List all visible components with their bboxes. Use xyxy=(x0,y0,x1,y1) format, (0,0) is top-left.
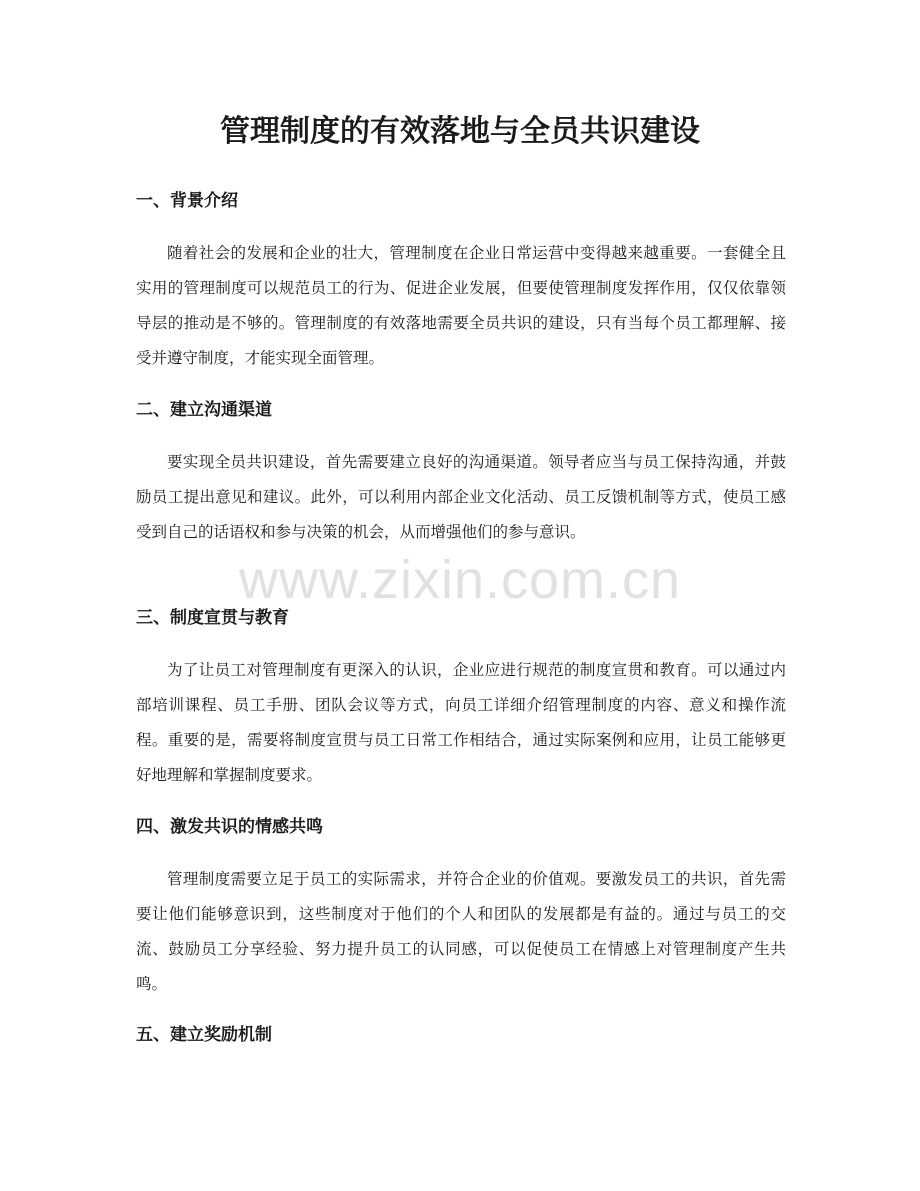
section-heading-education: 三、制度宣贯与教育 xyxy=(136,608,289,628)
section-paragraph-communication: 要实现全员共识建设，首先需要建立良好的沟通渠道。领导者应当与员工保持沟通，并鼓励员工提出意见和建议。此外，可以利用内部企业文化活动、员工反馈机制等方式，使员工感受到自己的话语权和参与决策的机会，从而增强他们的参与意识。 xyxy=(136,453,786,541)
section-paragraph-education: 为了让员工对管理制度有更深入的认识，企业应进行规范的制度宣贯和教育。可以通过内部培训课程、员工手册、团队会议等方式，向员工详细介绍管理制度的内容、意义和操作流程。重要的是，需要将制度宣贯与员工日常工作相结合，通过实际案例和应用，让员工能够更好地理解和掌握制度要求。 xyxy=(136,661,786,784)
section-paragraph-resonance: 管理制度需要立足于员工的实际需求，并符合企业的价值观。要激发员工的共识，首先需要让他们能够意识到，这些制度对于他们的个人和团队的发展都是有益的。通过与员工的交流、鼓励员工分享经验、努力提升员工的认同感，可以促使员工在情感上对管理制度产生共鸣。 xyxy=(136,870,786,993)
document-title: 管理制度的有效落地与全员共识建设 xyxy=(220,114,700,149)
section-heading-background: 一、背景介绍 xyxy=(136,191,238,211)
section-heading-rewards: 五、建立奖励机制 xyxy=(136,1025,272,1045)
section-heading-resonance: 四、激发共识的情感共鸣 xyxy=(136,817,323,837)
section-heading-communication: 二、建立沟通渠道 xyxy=(136,400,272,420)
section-paragraph-background: 随着社会的发展和企业的壮大，管理制度在企业日常运营中变得越来越重要。一套健全且实用的管理制度可以规范员工的行为、促进企业发展，但要使管理制度发挥作用，仅仅依靠领导层的推动是不够的。管理制度的有效落地需要全员共识的建设，只有当每个员工都理解、接受并遵守制度，才能实现全面管理。 xyxy=(136,244,786,367)
watermark: www.zixin.com.cn xyxy=(238,550,682,610)
